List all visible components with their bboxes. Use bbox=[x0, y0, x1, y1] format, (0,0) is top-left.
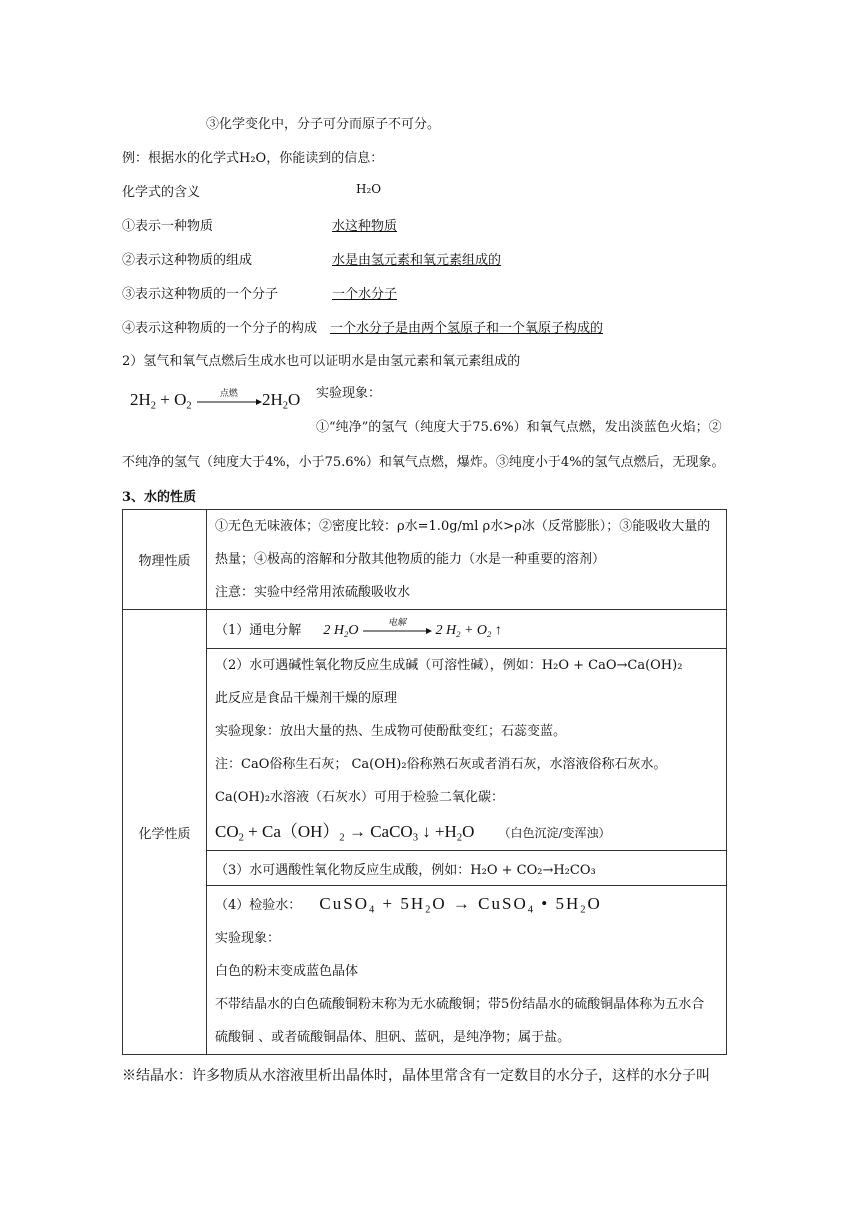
item-2-line-3: 实验现象：放出大量的热、生成物可使酚酞变红；石蕊变蓝。 bbox=[215, 724, 567, 739]
meaning-row-4-right: 一个水分子是由两个氢原子和一个氧原子构成的 bbox=[330, 321, 604, 336]
chemical-row-3 bbox=[123, 851, 727, 886]
meaning-row-4-left: ④表示这种物质的一个分子的构成 bbox=[122, 321, 318, 336]
water-properties-table bbox=[122, 509, 727, 1055]
physical-line-1: ①无色无味液体；②密度比较：ρ水=1.0g/ml ρ水>ρ冰（反常膨胀）；③能吸收大量的 bbox=[215, 519, 711, 534]
crystal-water-text: ※结晶水：许多物质从水溶液里析出晶体时，晶体里常含有一定数目的水分子，这样的水分子叫 bbox=[122, 1068, 710, 1084]
meaning-row-1-right: 水这种物质 bbox=[332, 219, 398, 234]
point-3-text: ③化学变化中，分子可分而原子不可分。 bbox=[206, 117, 441, 132]
observation-label: 实验现象： bbox=[316, 386, 382, 401]
meaning-header-left: 化学式的含义 bbox=[122, 185, 201, 200]
copper-sulfate-equation: CuSO$_4$ + $5H_2O$ → CuSO$_4$ • $5H_2O$ bbox=[319, 894, 602, 916]
physical-content bbox=[207, 510, 727, 610]
item-2-line-2: 此反应是食品干燥剂干燥的原理 bbox=[215, 691, 398, 706]
section-2-title: 2）氢气和氧气点燃后生成水也可以证明水是由氢元素和氧元素组成的 bbox=[122, 354, 521, 369]
item-2-line-5: Ca(OH)₂水溶液（石灰水）可用于检验二氧化碳： bbox=[215, 790, 505, 805]
section-3-title: 3、水的性质 bbox=[122, 490, 197, 505]
chemical-item-4 bbox=[207, 886, 727, 1055]
electrolysis-condition: 电解 bbox=[388, 618, 407, 629]
test-water-label: （4）检验水： bbox=[215, 898, 302, 913]
meaning-row-3-right: 一个水分子 bbox=[332, 287, 398, 302]
item-4-line-3: 白色的粉末变成蓝色晶体 bbox=[215, 964, 359, 979]
meaning-header-right: H₂O bbox=[356, 182, 382, 196]
chemical-item-1 bbox=[207, 610, 727, 649]
meaning-row-2-right: 水是由氢元素和氧元素组成的 bbox=[332, 253, 502, 268]
chemical-item-3: （3）水可遇酸性氧化物反应生成酸，例如：H₂O + CO₂→H₂CO₃ bbox=[207, 851, 727, 886]
arrow-icon bbox=[362, 627, 432, 635]
chemical-head: 化学性质 bbox=[123, 610, 207, 1055]
condition-label: 点燃 bbox=[219, 389, 238, 400]
chemical-item-2 bbox=[207, 649, 727, 851]
item-4-line-5: 硫酸铜 、或者硫酸铜晶体、胆矾、蓝矾，是纯净物；属于盐。 bbox=[215, 1030, 571, 1045]
physical-line-3: 注意：实验中经常用浓硫酸吸收水 bbox=[215, 585, 411, 600]
limewater-note: （白色沉淀/变浑浊） bbox=[498, 826, 611, 840]
arrow-icon bbox=[196, 398, 262, 406]
physical-line-2: 热量；④极高的溶解和分散其他物质的能力（水是一种重要的溶剂） bbox=[215, 552, 606, 567]
observation-line-1: ①“纯净”的氢气（纯度大于75.6%）和氧气点燃，发出淡蓝色火焰；② bbox=[316, 420, 722, 435]
observation-line-2: 不纯净的氢气（纯度大于4%，小于75.6%）和氧气点燃，爆炸。③纯度小于4%的氢气点燃后，无现象。 bbox=[122, 455, 725, 470]
meaning-row-2-left: ②表示这种物质的组成 bbox=[122, 253, 253, 268]
electrolysis-equation: 2 $H_2O$ 电解 2 $H_2 + O_2$ ↑ bbox=[323, 623, 501, 638]
example-text: 例：根据水的化学式H₂O，你能读到的信息： bbox=[122, 151, 384, 166]
item-2-line-1: （2）水可遇碱性氧化物反应生成碱（可溶性碱），例如：H₂O + CaO→Ca(OH)₂ bbox=[215, 658, 683, 673]
meaning-row-1-left: ①表示一种物质 bbox=[122, 219, 214, 234]
chemical-row-4 bbox=[123, 886, 727, 1055]
limewater-equation-line bbox=[215, 814, 718, 850]
meaning-row-3-left: ③表示这种物质的一个分子 bbox=[122, 287, 279, 302]
physical-properties-row bbox=[123, 510, 727, 610]
reaction-arrow bbox=[196, 389, 262, 410]
item-4-line-1 bbox=[215, 886, 718, 922]
item-2-line-4: 注：CaO俗称生石灰； Ca(OH)₂俗称熟石灰或者消石灰，水溶液俗称石灰水。 bbox=[215, 757, 667, 772]
physical-head: 物理性质 bbox=[123, 510, 207, 610]
chemical-row-2 bbox=[123, 649, 727, 851]
chemical-row-1 bbox=[123, 610, 727, 649]
hydrogen-combustion-equation: $2H_2 + O_2$ 点燃 $2H_2O$ bbox=[130, 390, 300, 410]
electrolysis-arrow bbox=[362, 618, 432, 639]
item-4-line-2: 实验现象： bbox=[215, 931, 281, 946]
limewater-equation: $CO_2 + Ca(OH)_2$ → CaCO$_3$ ↓ $+H_2O$ bbox=[215, 822, 475, 844]
item-4-line-4: 不带结晶水的白色硫酸铜粉末称为无水硫酸铜；带5份结晶水的硫酸铜晶体称为五水合 bbox=[215, 997, 705, 1012]
electrolysis-label: （1）通电分解 bbox=[215, 622, 302, 638]
